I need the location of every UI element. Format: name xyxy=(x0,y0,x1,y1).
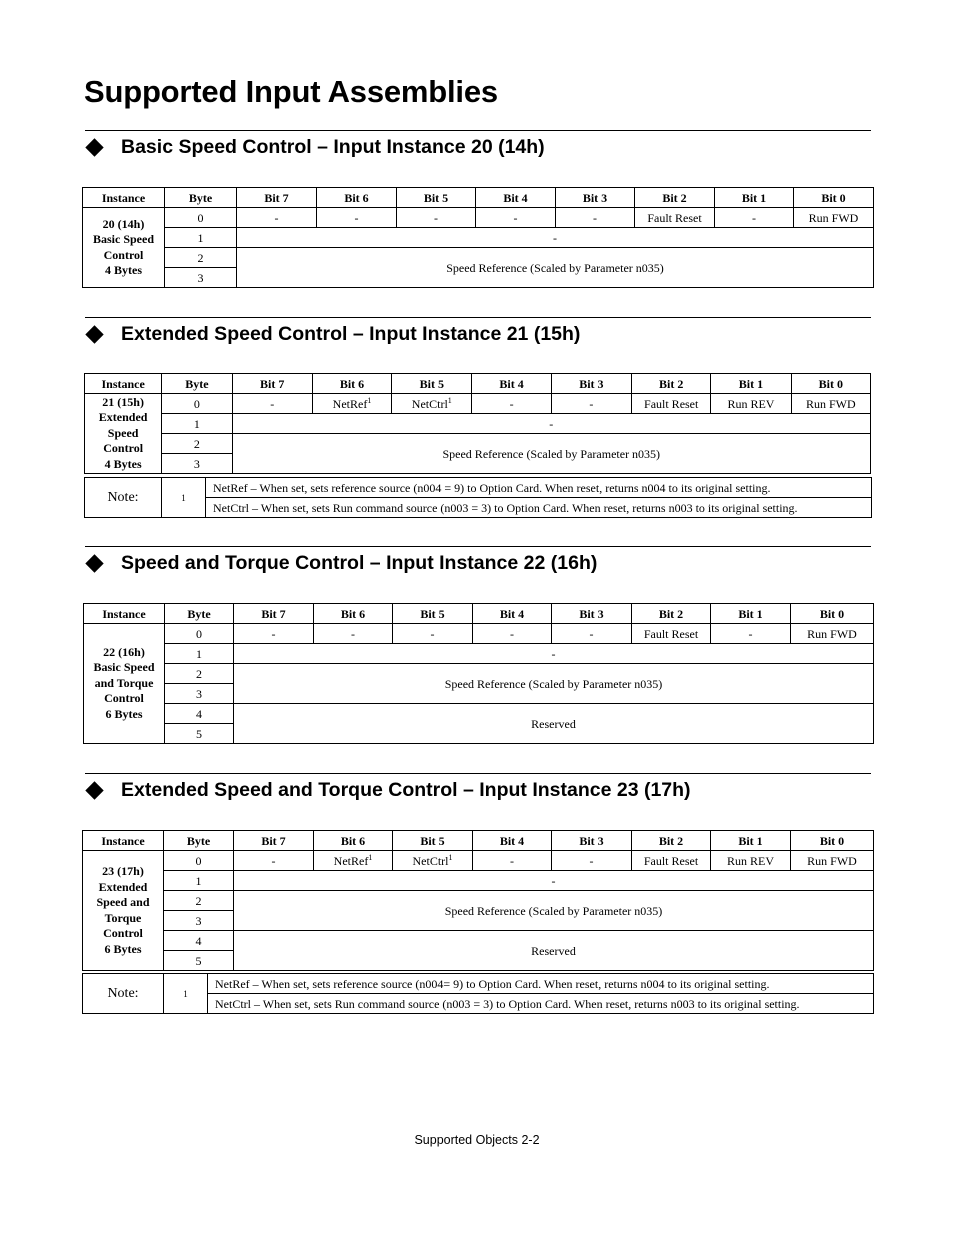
instance-line: Control xyxy=(104,691,144,706)
bit-cell: - xyxy=(551,394,631,414)
bit-label: NetRef xyxy=(333,853,369,868)
bit-cell: - xyxy=(234,624,314,644)
header-bit1: Bit 1 xyxy=(711,604,791,624)
header-bit2: Bit 2 xyxy=(635,188,715,208)
footnote-marker: 1 xyxy=(448,852,453,862)
note-label: Note: xyxy=(83,974,164,1014)
bit-cell: - xyxy=(237,208,317,228)
assembly-table-21 xyxy=(84,373,871,474)
bit-cell: Fault Reset xyxy=(632,394,711,414)
reserved-cell: Reserved xyxy=(234,704,874,744)
bit-cell: - xyxy=(552,624,632,644)
header-bit1: Bit 1 xyxy=(711,831,791,851)
byte-cell: 4 xyxy=(165,704,234,724)
table-row xyxy=(83,891,874,911)
header-byte: Byte xyxy=(165,604,234,624)
instance-cell xyxy=(83,208,165,288)
header-bit3: Bit 3 xyxy=(551,374,631,394)
header-bit2: Bit 2 xyxy=(632,374,711,394)
header-bit4: Bit 4 xyxy=(473,831,552,851)
table-row xyxy=(85,414,871,434)
section-heading xyxy=(85,551,597,575)
byte-cell: 4 xyxy=(164,931,234,951)
instance-line: Extended xyxy=(98,879,148,894)
reserved-cell: Reserved xyxy=(234,931,874,971)
byte-cell: 2 xyxy=(165,248,237,268)
byte-cell: 2 xyxy=(162,434,232,454)
bit-cell: - xyxy=(397,208,476,228)
bit-cell: - xyxy=(393,624,473,644)
byte1-cell: - xyxy=(237,228,874,248)
byte-cell: 1 xyxy=(164,871,234,891)
diamond-bullet-icon xyxy=(85,781,103,799)
bit-cell: Run FWD xyxy=(791,394,870,414)
note-label: Note: xyxy=(85,478,162,518)
footnote-marker: 1 xyxy=(367,395,372,405)
note-row xyxy=(83,974,874,994)
header-bit6: Bit 6 xyxy=(314,604,393,624)
header-bit4: Bit 4 xyxy=(472,374,551,394)
instance-line: Extended xyxy=(98,410,148,425)
header-row xyxy=(84,604,874,624)
table-row xyxy=(83,228,874,248)
header-byte: Byte xyxy=(162,374,232,394)
bit-cell: - xyxy=(476,208,556,228)
byte-cell: 3 xyxy=(164,911,234,931)
note-text: NetRef – When set, sets reference source (n004= 9) to Option Card. When reset, returns n004 to its original setting. xyxy=(208,974,874,994)
bit-cell: Run REV xyxy=(711,851,791,871)
section-title: Speed and Torque Control – Input Instance 22 (16h) xyxy=(121,551,598,574)
bit-cell: Run REV xyxy=(711,394,791,414)
table-row xyxy=(84,624,874,644)
byte-cell: 3 xyxy=(165,268,237,288)
instance-line: 23 (17h) xyxy=(102,864,144,878)
table-row xyxy=(83,248,874,268)
header-bit2: Bit 2 xyxy=(632,604,711,624)
header-bit6: Bit 6 xyxy=(314,831,393,851)
instance-line: Control xyxy=(103,247,144,262)
table-row xyxy=(83,931,874,951)
bit-cell-netctrl xyxy=(392,394,472,414)
byte-cell: 2 xyxy=(164,891,234,911)
bit-cell: Run FWD xyxy=(794,208,874,228)
instance-line: Control xyxy=(103,926,143,940)
section-title: Extended Speed Control – Input Instance 21 (15h) xyxy=(121,322,581,345)
speed-reference-cell: Speed Reference (Scaled by Parameter n035) xyxy=(234,664,874,704)
header-bit1: Bit 1 xyxy=(711,374,791,394)
instance-line: Speed and xyxy=(96,895,150,909)
header-row xyxy=(83,831,874,851)
assembly-table-20 xyxy=(82,187,874,288)
instance-line: Speed xyxy=(107,425,139,440)
byte-cell: 0 xyxy=(164,851,234,871)
header-bit7: Bit 7 xyxy=(237,188,317,208)
header-instance: Instance xyxy=(83,188,165,208)
header-bit3: Bit 3 xyxy=(556,188,635,208)
bit-cell-netref xyxy=(314,851,393,871)
section-rule xyxy=(85,773,871,774)
instance-line: 21 (15h) xyxy=(102,394,144,409)
header-byte: Byte xyxy=(165,188,237,208)
header-instance: Instance xyxy=(84,604,165,624)
page-title: Supported Input Assemblies xyxy=(84,74,498,109)
header-bit7: Bit 7 xyxy=(234,831,314,851)
section-heading xyxy=(85,778,691,802)
footnote-marker: 1 xyxy=(447,395,452,405)
bit-cell: Run FWD xyxy=(791,624,874,644)
section-instance-22 xyxy=(82,546,873,746)
bit-label: NetCtrl xyxy=(411,396,448,411)
instance-cell xyxy=(83,851,164,971)
header-bit0: Bit 0 xyxy=(791,374,870,394)
section-instance-20 xyxy=(82,130,873,290)
header-bit3: Bit 3 xyxy=(552,831,632,851)
instance-line: 4 Bytes xyxy=(105,263,142,277)
byte-cell: 5 xyxy=(164,951,234,971)
header-bit4: Bit 4 xyxy=(476,188,556,208)
bit-cell: - xyxy=(715,208,794,228)
table-row xyxy=(83,851,874,871)
bit-cell: Fault Reset xyxy=(632,624,711,644)
byte-cell: 0 xyxy=(165,624,234,644)
section-heading xyxy=(85,135,545,159)
header-bit5: Bit 5 xyxy=(392,374,472,394)
byte-cell: 0 xyxy=(162,394,232,414)
byte-cell: 3 xyxy=(165,684,234,704)
section-title: Basic Speed Control – Input Instance 20 (14h) xyxy=(121,135,545,158)
section-rule xyxy=(85,130,871,131)
section-rule xyxy=(85,546,871,547)
bit-cell: - xyxy=(317,208,397,228)
bit-cell: - xyxy=(556,208,635,228)
byte-cell: 1 xyxy=(162,414,232,434)
bit-cell-netref xyxy=(312,394,391,414)
bit-cell: - xyxy=(232,394,312,414)
bit-cell: - xyxy=(234,851,314,871)
table-row xyxy=(85,394,871,414)
header-bit5: Bit 5 xyxy=(397,188,476,208)
section-instance-21 xyxy=(82,317,873,517)
bit-cell: Fault Reset xyxy=(635,208,715,228)
header-bit7: Bit 7 xyxy=(234,604,314,624)
instance-cell xyxy=(85,394,162,474)
header-bit0: Bit 0 xyxy=(791,831,874,851)
instance-line: and Torque xyxy=(94,675,154,690)
table-row xyxy=(83,871,874,891)
header-bit5: Bit 5 xyxy=(393,831,473,851)
bit-cell: - xyxy=(473,851,552,871)
speed-reference-cell: Speed Reference (Scaled by Parameter n035) xyxy=(232,434,870,474)
byte1-cell: - xyxy=(234,644,874,664)
header-instance: Instance xyxy=(83,831,164,851)
bit-cell-netctrl xyxy=(393,851,473,871)
header-bit0: Bit 0 xyxy=(791,604,874,624)
note-table-23 xyxy=(82,973,874,1014)
diamond-bullet-icon xyxy=(85,138,103,156)
byte-cell: 0 xyxy=(165,208,237,228)
assembly-table-23 xyxy=(82,830,874,971)
instance-line: 4 Bytes xyxy=(104,456,142,471)
table-row xyxy=(83,208,874,228)
header-instance: Instance xyxy=(85,374,162,394)
byte1-cell: - xyxy=(234,871,874,891)
speed-reference-cell: Speed Reference (Scaled by Parameter n035) xyxy=(237,248,874,288)
page-footer: Supported Objects 2-2 xyxy=(414,1133,540,1147)
note-number: 1 xyxy=(164,974,208,1014)
section-title: Extended Speed and Torque Control – Input Instance 23 (17h) xyxy=(121,778,691,801)
instance-line: Torque xyxy=(104,910,142,925)
instance-line: Basic Speed xyxy=(93,660,155,675)
note-text: NetCtrl – When set, sets Run command source (n003 = 3) to Option Card. When reset, returns n003 to its original setting. xyxy=(208,994,874,1014)
bit-cell: - xyxy=(472,394,551,414)
bit-cell: Fault Reset xyxy=(632,851,711,871)
header-bit4: Bit 4 xyxy=(473,604,552,624)
byte-cell: 1 xyxy=(165,228,237,248)
bit-label: NetCtrl xyxy=(412,853,449,868)
bit-cell: Run FWD xyxy=(791,851,874,871)
diamond-bullet-icon xyxy=(85,554,103,572)
instance-line: 6 Bytes xyxy=(104,941,142,956)
byte-cell: 1 xyxy=(165,644,234,664)
table-row xyxy=(84,644,874,664)
section-instance-23 xyxy=(82,773,873,1015)
bit-cell: - xyxy=(552,851,632,871)
bit-label: NetRef xyxy=(332,396,368,411)
table-row xyxy=(85,434,871,454)
footnote-marker: 1 xyxy=(368,852,373,862)
instance-cell xyxy=(84,624,165,744)
byte1-cell: - xyxy=(232,414,870,434)
byte-cell: 2 xyxy=(165,664,234,684)
header-row xyxy=(83,188,874,208)
bit-cell: - xyxy=(473,624,552,644)
header-bit5: Bit 5 xyxy=(393,604,473,624)
byte-cell: 3 xyxy=(162,454,232,474)
header-bit3: Bit 3 xyxy=(552,604,632,624)
table-row xyxy=(84,704,874,724)
bit-cell: - xyxy=(711,624,791,644)
instance-line: 22 (16h) xyxy=(103,644,145,659)
bit-cell: - xyxy=(314,624,393,644)
byte-cell: 5 xyxy=(165,724,234,744)
note-table-21 xyxy=(84,477,872,518)
speed-reference-cell: Speed Reference (Scaled by Parameter n035) xyxy=(234,891,874,931)
header-bit0: Bit 0 xyxy=(794,188,874,208)
note-text: NetCtrl – When set, sets Run command source (n003 = 3) to Option Card. When reset, returns n003 to its original setting. xyxy=(206,498,872,518)
instance-line: 20 (14h) xyxy=(102,216,145,231)
header-bit6: Bit 6 xyxy=(317,188,397,208)
instance-line: Control xyxy=(103,441,144,456)
table-row xyxy=(84,664,874,684)
instance-line: Basic Speed xyxy=(92,232,154,246)
instance-line: 6 Bytes xyxy=(105,706,143,721)
header-bit1: Bit 1 xyxy=(715,188,794,208)
note-text: NetRef – When set, sets reference source (n004 = 9) to Option Card. When reset, returns n004 to its original setting. xyxy=(206,478,872,498)
section-heading xyxy=(85,322,580,346)
assembly-table-22 xyxy=(83,603,874,744)
section-rule xyxy=(85,317,871,318)
diamond-bullet-icon xyxy=(85,325,103,343)
header-bit2: Bit 2 xyxy=(632,831,711,851)
header-row xyxy=(85,374,871,394)
header-bit6: Bit 6 xyxy=(312,374,391,394)
header-bit7: Bit 7 xyxy=(232,374,312,394)
note-row xyxy=(85,478,872,498)
note-number: 1 xyxy=(162,478,206,518)
header-byte: Byte xyxy=(164,831,234,851)
